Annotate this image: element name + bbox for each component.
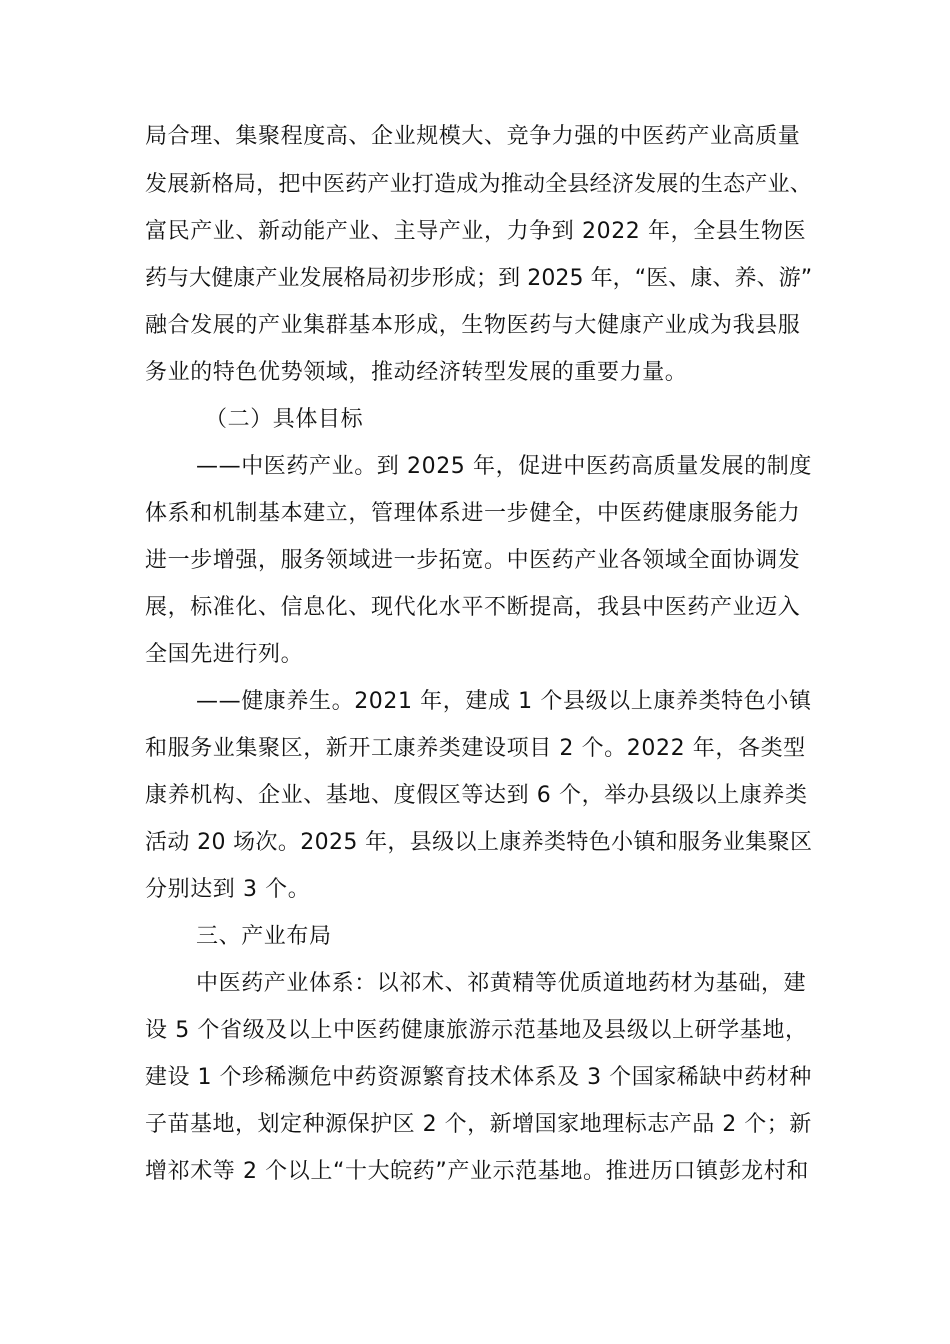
text-line: 康养机构、企业、基地、度假区等达到 6 个，举办县级以上康养类: [145, 783, 808, 808]
text-line: 展，标准化、信息化、现代化水平不断提高，我县中医药产业迈入: [145, 595, 801, 620]
text-line: 建设 1 个珍稀濒危中药资源繁育技术体系及 3 个国家稀缺中药材种: [145, 1065, 812, 1090]
text-line: 和服务业集聚区，新开工康养类建设项目 2 个。2022 年，各类型: [145, 736, 806, 761]
paragraph-first-line: ——健康养生。2021 年，建成 1 个县级以上康养类特色小镇: [196, 689, 812, 714]
section-heading: 三、产业布局: [196, 924, 332, 949]
text-line: 发展新格局，把中医药产业打造成为推动全县经济发展的生态产业、: [145, 172, 813, 197]
text-line: 局合理、集聚程度高、企业规模大、竞争力强的中医药产业高质量: [145, 124, 801, 149]
text-line: 务业的特色优势领域，推动经济转型发展的重要力量。: [145, 360, 688, 385]
text-line: 融合发展的产业集群基本形成，生物医药与大健康产业成为我县服: [145, 313, 801, 338]
text-line: 增祁术等 2 个以上“十大皖药”产业示范基地。推进历口镇彭龙村和: [145, 1159, 809, 1184]
text-line: 进一步增强，服务领域进一步拓宽。中医药产业各领域全面协调发: [145, 548, 801, 573]
text-line: 全国先进行列。: [145, 642, 304, 667]
text-line: 药与大健康产业发展格局初步形成；到 2025 年，“医、康、养、游”: [145, 266, 813, 291]
text-line: 活动 20 场次。2025 年，县级以上康养类特色小镇和服务业集聚区: [145, 830, 813, 855]
text-line: 富民产业、新动能产业、主导产业，力争到 2022 年，全县生物医: [145, 219, 807, 244]
paragraph-first-line: 中医药产业体系：以祁术、祁黄精等优质道地药材为基础，建: [196, 971, 807, 996]
section-subheading: （二）具体目标: [205, 407, 364, 432]
text-line: 子苗基地，划定种源保护区 2 个，新增国家地理标志产品 2 个；新: [145, 1112, 812, 1137]
text-line: 分别达到 3 个。: [145, 877, 311, 902]
text-line: 体系和机制基本建立，管理体系进一步健全，中医药健康服务能力: [145, 501, 801, 526]
paragraph-first-line: ——中医药产业。到 2025 年，促进中医药高质量发展的制度: [196, 454, 812, 479]
text-line: 设 5 个省级及以上中医药健康旅游示范基地及县级以上研学基地，: [145, 1018, 808, 1043]
